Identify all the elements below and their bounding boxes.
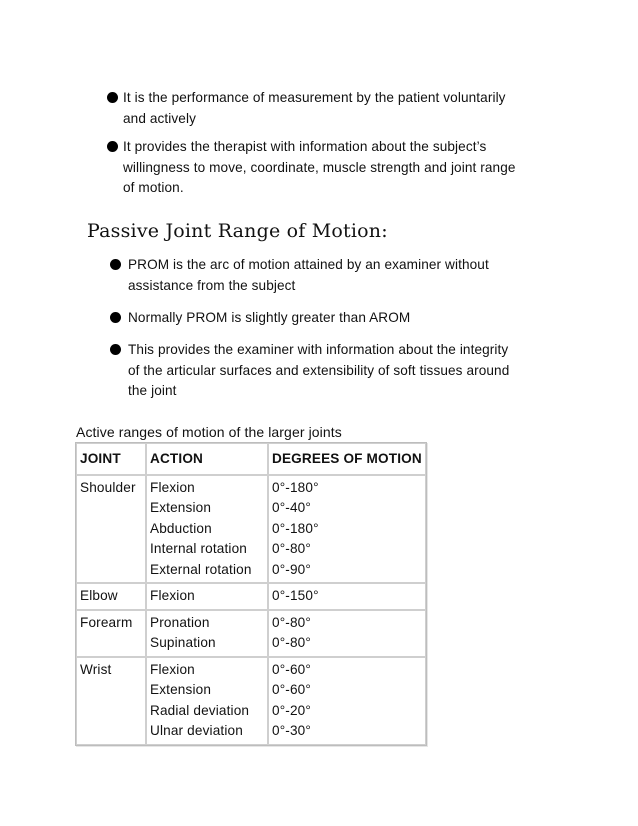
action-cell <box>146 583 268 610</box>
degrees-cell <box>268 657 426 745</box>
bullet-icon <box>107 92 118 103</box>
degrees-value: 0°-80° <box>272 541 311 556</box>
table-row <box>76 657 426 745</box>
list-item <box>110 340 509 402</box>
action-value: Radial deviation <box>150 702 250 718</box>
bullet-line: PROM is the arc of motion attained by an examiner without <box>128 257 489 272</box>
degrees-value: 0°-150° <box>272 588 319 603</box>
bullet-icon <box>110 259 121 270</box>
degrees-value: 0°-90° <box>272 561 311 577</box>
list-item <box>110 255 489 296</box>
table-row <box>76 610 426 657</box>
bullet-line: of motion. <box>123 180 184 195</box>
degrees-value: 0°-180° <box>272 479 319 495</box>
degrees-value: 0°-40° <box>272 500 311 515</box>
bullet-line: the joint <box>128 383 177 398</box>
action-value: Internal rotation <box>150 541 248 556</box>
table-row <box>76 475 426 584</box>
list-item <box>107 137 516 199</box>
list-item <box>107 88 506 129</box>
action-value: Flexion <box>150 661 195 677</box>
action-cell <box>146 657 268 745</box>
degrees-cell <box>268 475 426 584</box>
degrees-cell <box>268 583 426 610</box>
bullet-icon <box>107 141 118 152</box>
action-value: Supination <box>150 635 216 650</box>
bullet-line: of the articular surfaces and extensibility of soft tissues around <box>128 362 510 378</box>
action-value: Extension <box>150 500 212 515</box>
degrees-value: 0°-30° <box>272 723 311 738</box>
degrees-value: 0°-80° <box>272 614 311 630</box>
bullet-line: It is the performance of measurement by the patient voluntarily <box>123 90 506 105</box>
degrees-cell <box>268 610 426 657</box>
action-value: Pronation <box>150 614 210 630</box>
bullet-line: and actively <box>123 110 196 126</box>
bullet-icon <box>110 312 121 323</box>
header-degrees: DEGREES OF MOTION <box>268 443 426 475</box>
list-item <box>110 308 410 329</box>
degrees-value: 0°-80° <box>272 635 311 650</box>
section-heading: Passive Joint Range of Motion: <box>87 220 388 242</box>
bullet-icon <box>110 344 121 355</box>
action-value: External rotation <box>150 561 252 577</box>
header-joint: JOINT <box>76 443 146 475</box>
bullet-line: willingness to move, coordinate, muscle strength and joint range <box>123 159 516 175</box>
degrees-value: 0°-60° <box>272 661 311 677</box>
bullet-line: It provides the therapist with information about the subject’s <box>123 139 487 154</box>
rom-table <box>75 442 427 746</box>
joint-cell: Wrist <box>76 657 146 745</box>
bullet-line: Normally PROM is slightly greater than AROM <box>128 310 411 325</box>
table-row <box>76 583 426 610</box>
table-header-row <box>76 443 426 475</box>
action-value: Flexion <box>150 588 195 603</box>
degrees-value: 0°-60° <box>272 682 311 697</box>
joint-cell: Elbow <box>76 583 146 610</box>
degrees-value: 0°-180° <box>272 520 319 536</box>
table-caption: Active ranges of motion of the larger joints <box>76 424 342 440</box>
bullet-line: assistance from the subject <box>128 277 296 293</box>
bullet-line: This provides the examiner with information about the integrity <box>128 342 509 357</box>
joint-cell: Forearm <box>76 610 146 657</box>
action-value: Abduction <box>150 520 212 536</box>
action-value: Ulnar deviation <box>150 723 243 738</box>
action-value: Extension <box>150 682 212 697</box>
action-cell <box>146 610 268 657</box>
action-cell <box>146 475 268 584</box>
degrees-value: 0°-20° <box>272 702 311 718</box>
header-action: ACTION <box>146 443 268 475</box>
action-value: Flexion <box>150 479 195 495</box>
joint-cell: Shoulder <box>76 475 146 584</box>
